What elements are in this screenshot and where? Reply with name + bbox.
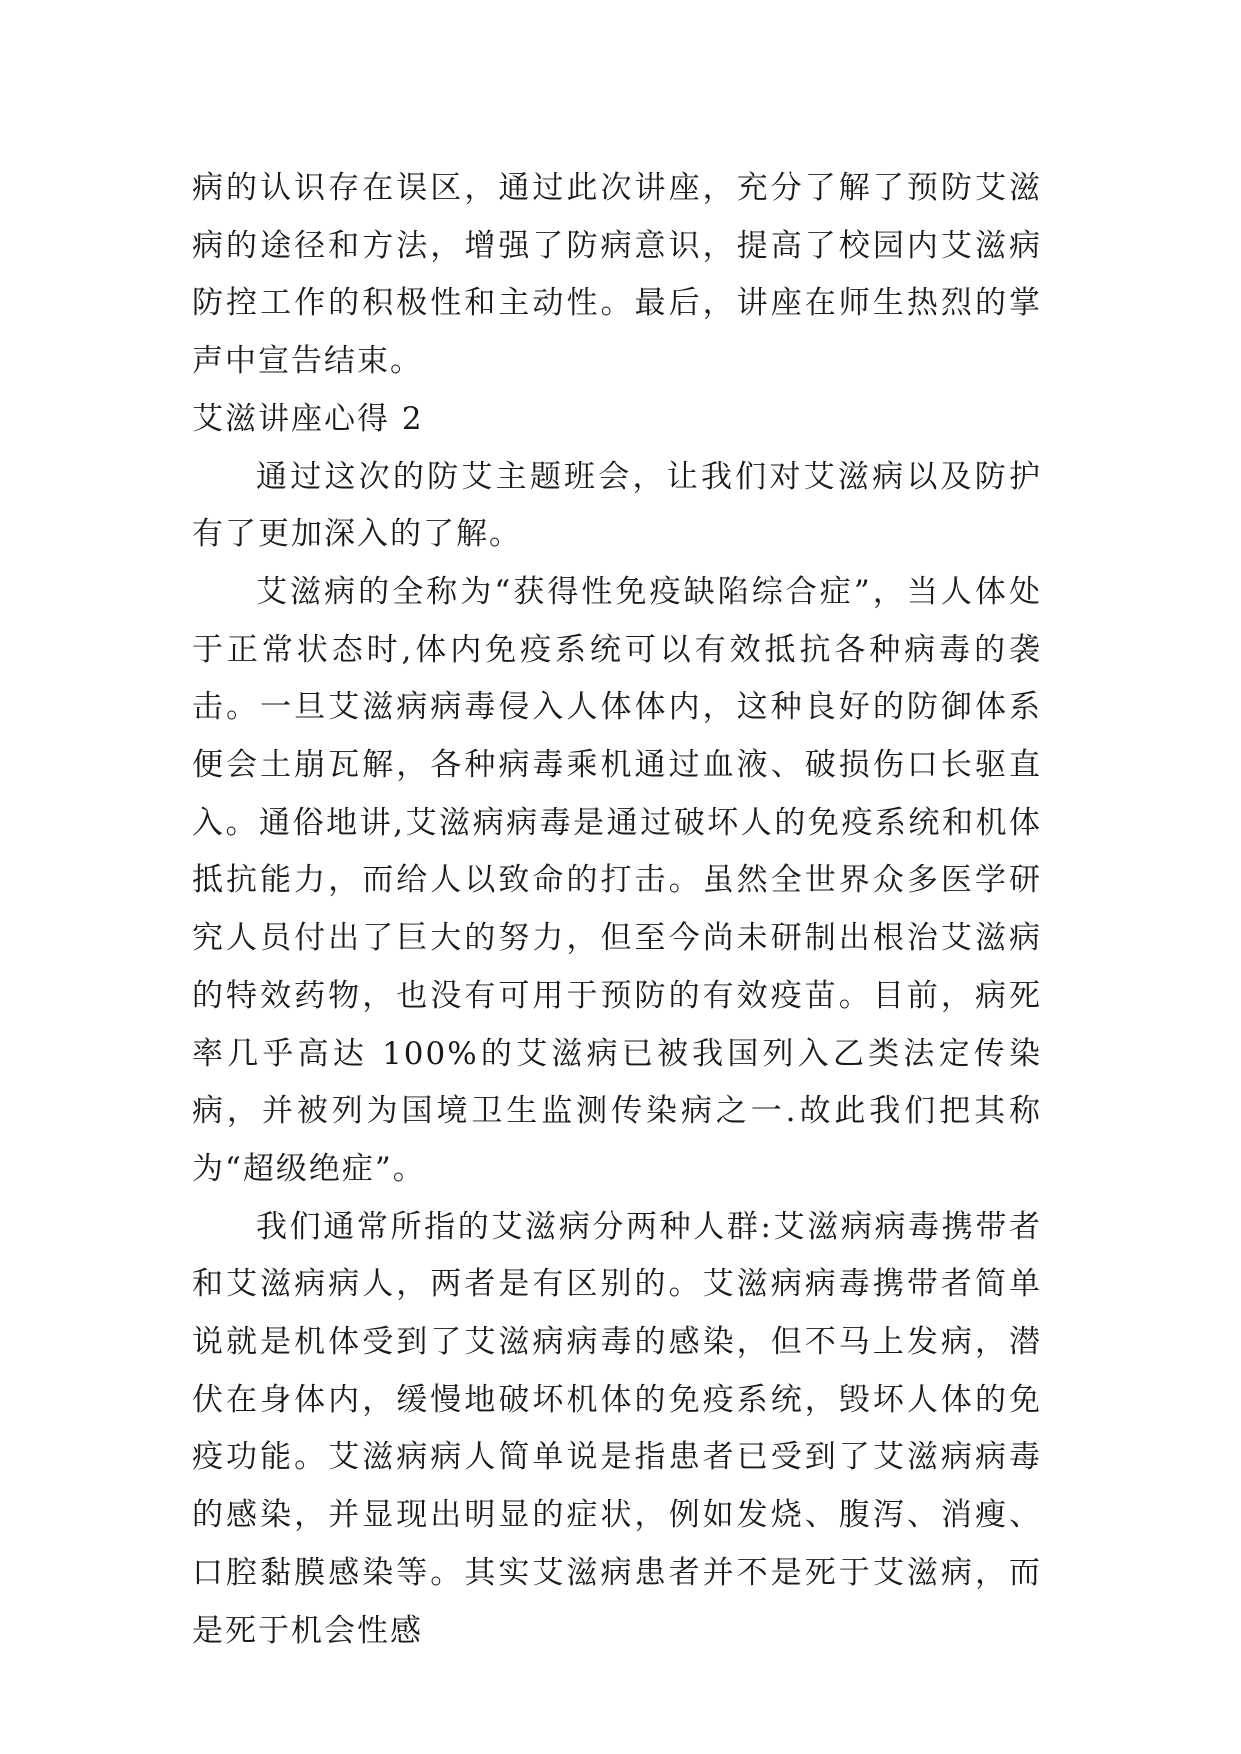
section-heading: 艾滋讲座心得 2 (192, 400, 424, 437)
paragraph-definition: 艾滋病的全称为“获得性免疫缺陷综合症”，当人体处于正常状态时,体内免疫系统可以有效抵抗各种病毒的袭击。一旦艾滋病病毒侵入人体体内，这种良好的防御体系便会土崩瓦解，各种病毒乘机通过血液、破损伤口长驱直入。通俗地讲,艾滋病病毒是通过破坏人的免疫系统和机体抵抗能力，而给人以致命的打击。虽然全世界众多医学研究人员付出了巨大的努力，但至今尚未研制出根治艾滋病的特效药物，也没有可用于预防的有效疫苗。目前，病死率几乎高达 100%的艾滋病已被我国列入乙类法定传染病，并被列为国境卫生监测传染病之一.故此我们把其称为“超级绝症”。 (192, 573, 1042, 1187)
paragraph-groups: 我们通常所指的艾滋病分两种人群:艾滋病病毒携带者和艾滋病病人，两者是有区别的。艾滋病病毒携带者简单说就是机体受到了艾滋病病毒的感染，但不马上发病，潜伏在身体内，缓慢地破坏机体的免疫系统，毁坏人体的免疫功能。艾滋病病人简单说是指患者已受到了艾滋病病毒的感染，并显现出明显的症状，例如发烧、腹泻、消瘦、口腔黏膜感染等。其实艾滋病患者并不是死于艾滋病，而是死于机会性感 (192, 1208, 1042, 1649)
document-body (192, 160, 1042, 1660)
continuation-paragraph: 病的认识存在误区，通过此次讲座，充分了解了预防艾滋病的途径和方法，增强了防病意识，提高了校园内艾滋病防控工作的积极性和主动性。最后，讲座在师生热烈的掌声中宣告结束。 (192, 170, 1042, 380)
paragraph-intro: 通过这次的防艾主题班会，让我们对艾滋病以及防护有了更加深入的了解。 (192, 458, 1042, 553)
